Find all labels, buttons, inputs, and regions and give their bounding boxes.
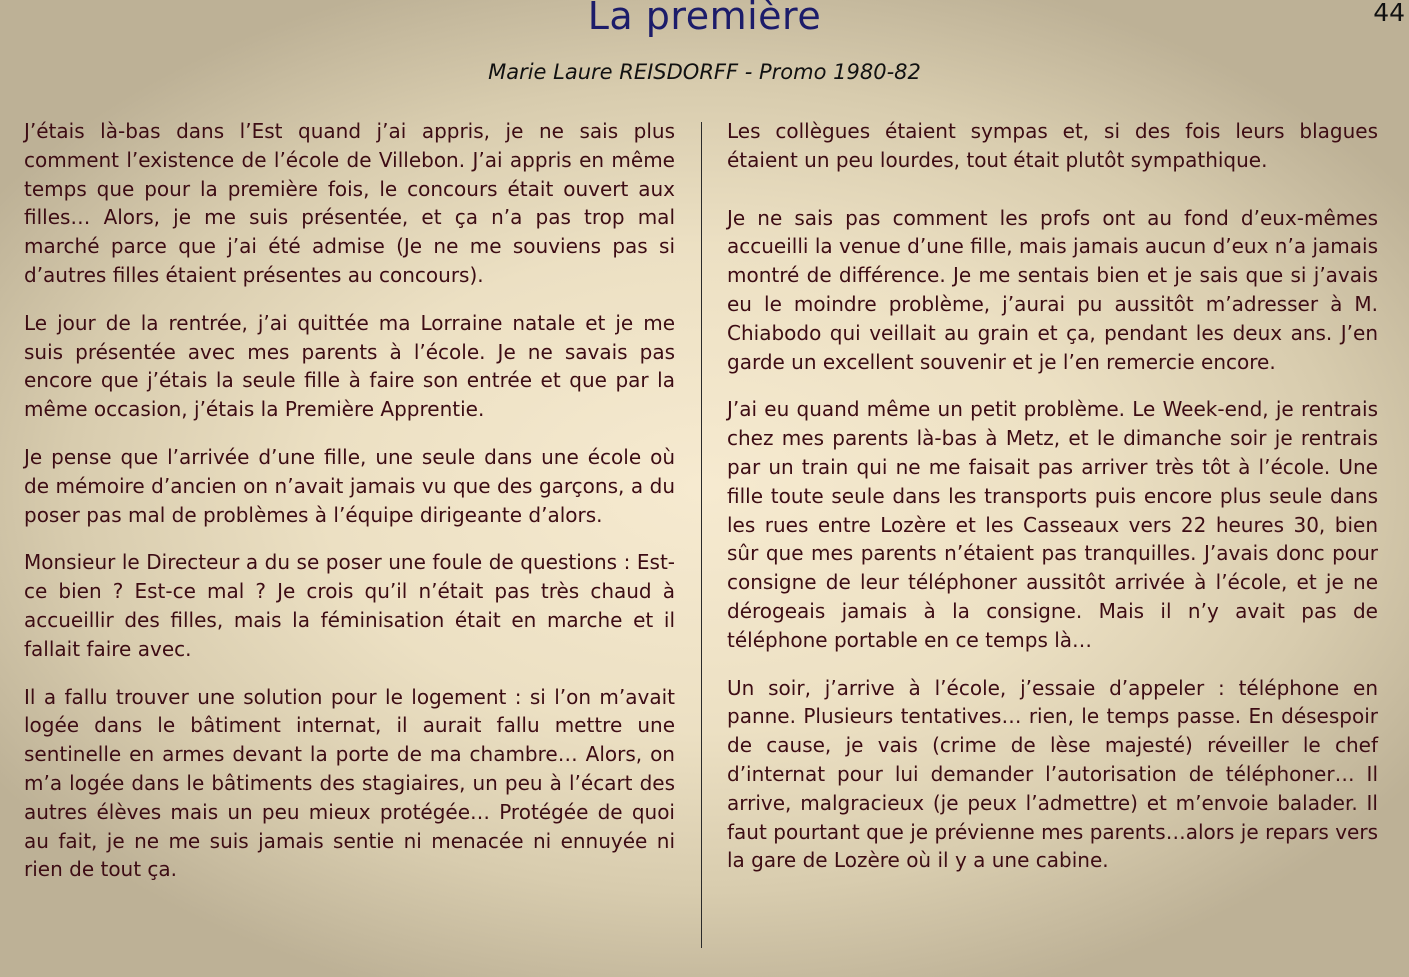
paragraph: Le jour de la rentrée, j’ai quittée ma Lorraine natale et je me suis présentée avec mes parents à l’école. Je ne savais pas encore que j’étais la seule fille à faire son entrée et que par la même occasion, j’étais la Première Apprentie. <box>24 310 675 422</box>
paragraph: Un soir, j’arrive à l’école, j’essaie d’appeler : téléphone en panne. Plusieurs tentatives… rien, le temps passe. En désespoir de cause, je vais (crime de lèse majesté) réveiller le chef d’internat pour lui demander l’autorisation de téléphoner… Il arrive, malgracieux (je peux l’admettre) et m’envoie balader. Il faut pourtant que je prévienne mes parents…alors je repars vers la gare de Lozère où il y a une cabine. <box>727 675 1378 873</box>
page-number: 44 <box>1373 0 1405 27</box>
paragraph: Les collègues étaient sympas et, si des fois leurs blagues étaient un peu lourdes, tout était plutôt sympathique. <box>727 119 1378 172</box>
column-divider <box>701 122 702 948</box>
paragraph: Je ne sais pas comment les profs ont au fond d’eux-mêmes accueilli la venue d’une fille, mais jamais aucun d’eux n’a jamais montré de différence. Je me sentais bien et je sais que si j’avais eu le moindre problème, j’aurai pu aussitôt m’adresser à M. Chiabodo qui veillait au grain et ça, pendant les deux ans. J’en garde un excellent souvenir et je l’en remercie encore. <box>727 205 1378 374</box>
paragraph: Il a fallu trouver une solution pour le logement : si l’on m’avait logée dans le bâtiment internat, il aurait fallu mettre une sentinelle en armes devant la porte de ma chambre… Alors, on m’a logée dans le bâtiments des stagiaires, un peu à l’écart des autres élèves mais un peu mieux protégée… Protégée de quoi au fait, je ne me suis jamais sentie ni menacée ni ennuyée ni rien de tout ça. <box>24 684 675 882</box>
paragraph: J’ai eu quand même un petit problème. Le Week-end, je rentrais chez mes parents là-bas à Metz, et le dimanche soir je rentrais par un train qui ne me faisait pas arriver très tôt à l’école. Une fille toute seule dans les transports puis encore plus seule dans les rues entre Lozère et les Casseaux vers 22 heures 30, bien sûr que mes parents n’étaient pas tranquilles. J’avais donc pour consigne de leur téléphoner aussitôt arrivée à l’école, et je ne dérogeais jamais à la consigne. Mais il n’y avait pas de téléphone portable en ce temps là… <box>727 397 1378 652</box>
left-column <box>24 117 675 903</box>
page-title: La première <box>587 0 822 38</box>
paragraph: Monsieur le Directeur a du se poser une foule de questions : Est-ce bien ? Est-ce mal ? Je crois qu’il n’était pas très chaud à accueillir des filles, mais la féminisation était en marche et il fallait faire avec. <box>24 550 675 661</box>
paragraph: J’étais là-bas dans l’Est quand j’ai appris, je ne sais plus comment l’existence de l’école de Villebon. J’ai appris en même temps que pour la première fois, le concours était ouvert aux filles… Alors, je me suis présentée, et ça n’a pas trop mal marché parce que j’ai été admise (Je ne me souviens pas si d’autres filles étaient présentes au concours). <box>24 119 675 287</box>
author-byline: Marie Laure REISDORFF - Promo 1980-82 <box>488 60 921 84</box>
right-column <box>727 117 1378 894</box>
paragraph: Je pense que l’arrivée d’une fille, une seule dans une école où de mémoire d’ancien on n’avait jamais vu que des garçons, a du poser pas mal de problèmes à l’équipe dirigeante d’alors. <box>24 444 675 527</box>
